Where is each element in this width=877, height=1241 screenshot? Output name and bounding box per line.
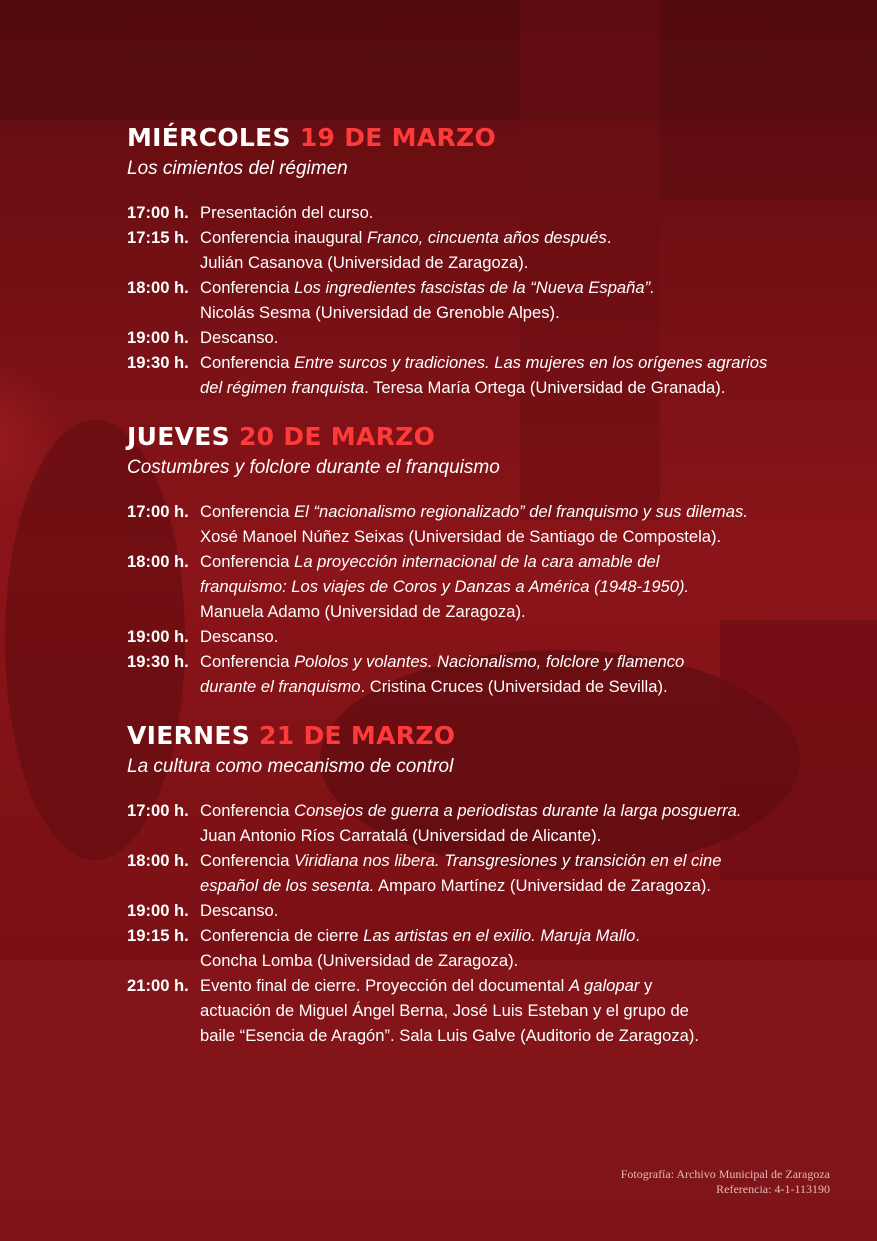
schedule-item	[127, 499, 827, 549]
day-heading	[127, 122, 827, 154]
day-date: 19 DE MARZO	[299, 123, 497, 152]
day-name: JUEVES	[127, 422, 230, 451]
schedule-time: 18:00 h.	[127, 552, 189, 571]
description-line	[200, 1023, 827, 1048]
day-section	[127, 720, 827, 1048]
talk-title: Franco, cincuenta años después	[366, 228, 607, 247]
schedule-time: 17:00 h.	[127, 203, 189, 222]
description-line	[200, 250, 827, 275]
schedule-description	[200, 898, 827, 923]
description-line	[200, 998, 827, 1023]
schedule-description	[200, 848, 827, 898]
day-section	[127, 122, 827, 400]
description-line	[200, 375, 827, 400]
description-text: . Cristina Cruces (Universidad de Sevilla).	[360, 677, 668, 696]
description-text: Conferencia	[200, 353, 295, 372]
talk-title: Pololos y volantes. Nacionalismo, folclore y flamenco	[294, 652, 685, 671]
description-text: Conferencia de cierre	[200, 926, 364, 945]
day-date: 20 DE MARZO	[238, 422, 436, 451]
description-text: Conferencia	[200, 851, 295, 870]
description-text: y	[639, 976, 653, 995]
schedule-item	[127, 325, 827, 350]
talk-title: Consejos de guerra a periodistas durante la larga posguerra.	[294, 801, 742, 820]
description-text: Conferencia	[200, 278, 295, 297]
schedule-item	[127, 973, 827, 1048]
description-text: actuación de Miguel Ángel Berna, José Luis Esteban y el grupo de	[200, 1001, 689, 1020]
schedule-time: 19:00 h.	[127, 627, 189, 646]
day-heading	[127, 421, 827, 453]
schedule-item	[127, 898, 827, 923]
schedule-item	[127, 649, 827, 699]
schedule-time: 17:15 h.	[127, 228, 189, 247]
description-line	[200, 649, 827, 674]
schedule-time: 21:00 h.	[127, 976, 189, 995]
schedule-item	[127, 549, 827, 624]
description-text: Juan Antonio Ríos Carratalá (Universidad de Alicante).	[200, 826, 602, 845]
description-line	[200, 624, 827, 649]
description-line	[200, 599, 827, 624]
description-line	[200, 823, 827, 848]
description-text: Concha Lomba (Universidad de Zaragoza).	[200, 951, 519, 970]
schedule-item	[127, 848, 827, 898]
day-name: VIERNES	[127, 721, 251, 750]
description-line	[200, 923, 827, 948]
schedule-item	[127, 350, 827, 400]
schedule-time: 18:00 h.	[127, 851, 189, 870]
schedule-description	[200, 325, 827, 350]
talk-title: franquismo: Los viajes de Coros y Danzas a América (1948-1950).	[200, 577, 690, 596]
talk-title: El “nacionalismo regionalizado” del franquismo y sus dilemas.	[294, 502, 748, 521]
talk-title: Viridiana nos libera. Transgresiones y transición en el cine	[294, 851, 722, 870]
description-line	[200, 674, 827, 699]
description-text: Conferencia	[200, 502, 295, 521]
description-line	[200, 499, 827, 524]
photo-credit-reference: Referencia: 4-1-113190	[716, 1182, 830, 1196]
schedule-description	[200, 923, 827, 973]
description-text: Presentación del curso.	[200, 203, 374, 222]
talk-title: español de los sesenta.	[200, 876, 375, 895]
schedule-description	[200, 549, 827, 624]
schedule-item	[127, 275, 827, 325]
schedule-item	[127, 225, 827, 275]
description-text: Descanso.	[200, 627, 279, 646]
schedule-description	[200, 499, 827, 549]
schedule-time: 19:15 h.	[127, 926, 189, 945]
description-line	[200, 300, 827, 325]
schedule-time: 18:00 h.	[127, 278, 189, 297]
schedule-description	[200, 275, 827, 325]
description-line	[200, 200, 827, 225]
talk-title: del régimen franquista	[200, 378, 365, 397]
description-line	[200, 549, 827, 574]
description-line	[200, 524, 827, 549]
schedule-item	[127, 200, 827, 225]
talk-title: Los ingredientes fascistas de la “Nueva España”.	[294, 278, 655, 297]
day-section	[127, 421, 827, 699]
description-line	[200, 873, 827, 898]
schedule-description	[200, 225, 827, 275]
description-text: .	[635, 926, 640, 945]
description-line	[200, 225, 827, 250]
description-text: Amparo Martínez (Universidad de Zaragoza).	[374, 876, 711, 895]
description-text: Julián Casanova (Universidad de Zaragoza).	[200, 253, 529, 272]
schedule-time: 19:00 h.	[127, 901, 189, 920]
photo-credit	[621, 1167, 830, 1197]
description-text: Conferencia	[200, 652, 295, 671]
description-line	[200, 948, 827, 973]
photo-credit-source: Fotografía: Archivo Municipal de Zaragoza	[620, 1167, 830, 1181]
schedule-description	[200, 624, 827, 649]
description-text: Xosé Manoel Núñez Seixas (Universidad de Santiago de Compostela).	[200, 527, 722, 546]
description-text: Manuela Adamo (Universidad de Zaragoza).	[200, 602, 526, 621]
day-subtitle: Los cimientos del régimen	[127, 158, 348, 179]
schedule-description	[200, 350, 827, 400]
description-text: Descanso.	[200, 901, 279, 920]
schedule-time: 17:00 h.	[127, 502, 189, 521]
schedule-time: 19:30 h.	[127, 353, 189, 372]
talk-title: Las artistas en el exilio. Maruja Mallo	[363, 926, 636, 945]
description-text: Nicolás Sesma (Universidad de Grenoble Alpes).	[200, 303, 560, 322]
day-subtitle: La cultura como mecanismo de control	[127, 756, 454, 777]
description-text: Descanso.	[200, 328, 279, 347]
description-line	[200, 574, 827, 599]
schedule-time: 19:30 h.	[127, 652, 189, 671]
description-line	[200, 898, 827, 923]
day-name: MIÉRCOLES	[127, 123, 291, 152]
talk-title: durante el franquismo	[200, 677, 361, 696]
day-date: 21 DE MARZO	[259, 721, 456, 750]
day-heading	[127, 720, 827, 752]
description-text: Evento final de cierre. Proyección del documental	[200, 976, 569, 995]
description-line	[200, 275, 827, 300]
schedule-time: 17:00 h.	[127, 801, 189, 820]
schedule-description	[200, 973, 827, 1048]
schedule-time: 19:00 h.	[127, 328, 189, 347]
description-text: .	[606, 228, 612, 247]
description-line	[200, 848, 827, 873]
description-text: . Teresa María Ortega (Universidad de Granada).	[364, 378, 726, 397]
description-line	[200, 325, 827, 350]
schedule-description	[200, 200, 827, 225]
schedule-item	[127, 624, 827, 649]
schedule-item	[127, 798, 827, 848]
talk-title: A galopar	[568, 976, 640, 995]
description-line	[200, 350, 827, 375]
program	[127, 122, 827, 1069]
description-line	[200, 973, 827, 998]
talk-title: Entre surcos y tradiciones. Las mujeres en los orígenes agrarios	[294, 353, 768, 372]
schedule-item	[127, 923, 827, 973]
description-text: baile “Esencia de Aragón”. Sala Luis Galve (Auditorio de Zaragoza).	[200, 1026, 700, 1045]
schedule-description	[200, 649, 827, 699]
description-text: Conferencia inaugural	[200, 228, 367, 247]
schedule-description	[200, 798, 827, 848]
description-line	[200, 798, 827, 823]
day-subtitle: Costumbres y folclore durante el franquismo	[127, 457, 500, 478]
description-text: Conferencia	[200, 801, 295, 820]
talk-title: La proyección internacional de la cara amable del	[294, 552, 660, 571]
description-text: Conferencia	[200, 552, 295, 571]
